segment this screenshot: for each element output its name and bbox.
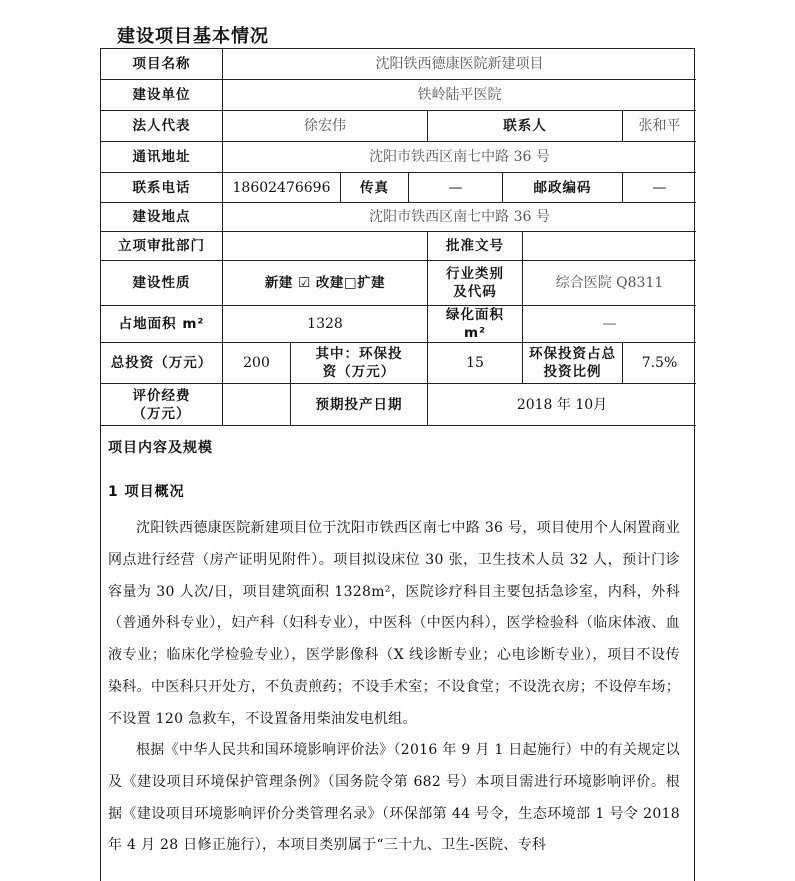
approval-doc-value	[523, 232, 696, 261]
env-ratio-value: 7.5%	[623, 343, 696, 384]
industry-label: 行业类别及代码	[428, 261, 523, 306]
phone-value: 18602476696	[223, 173, 341, 203]
fee-value	[223, 384, 291, 426]
zip-value: —	[623, 173, 696, 203]
section-heading: 1 项目概况	[108, 484, 185, 500]
nature-label: 建设性质	[101, 261, 223, 306]
area-value: 1328	[223, 306, 428, 343]
nature-new: 新建	[264, 275, 293, 291]
date-label: 预期投产日期	[291, 384, 428, 426]
fax-value: —	[409, 173, 503, 203]
nature-expand: 扩建	[357, 275, 386, 291]
green-area-label: 绿化面积 m²	[428, 306, 523, 343]
env-ratio-label: 环保投资占总投资比例	[523, 343, 623, 384]
date-value: 2018 年 10月	[428, 384, 696, 426]
area-label: 占地面积 m²	[101, 306, 223, 343]
project-name-label: 项目名称	[101, 49, 223, 80]
env-investment-label: 其中：环保投资（万元）	[291, 343, 428, 384]
contact-label: 联系人	[428, 111, 623, 142]
fax-label: 传真	[341, 173, 409, 203]
zip-label: 邮政编码	[503, 173, 623, 203]
approval-value	[223, 232, 428, 261]
investment-value: 200	[223, 343, 291, 384]
green-area-value: —	[523, 306, 696, 343]
phone-label: 联系电话	[101, 173, 223, 203]
unit-label: 建设单位	[101, 80, 223, 111]
approval-label: 立项审批部门	[101, 232, 223, 261]
checked-box-icon[interactable]: ☑	[298, 275, 311, 291]
nature-rebuild: 改建	[315, 275, 344, 291]
site-value: 沈阳市铁西区南七中路 36 号	[223, 203, 696, 232]
contact-value: 张和平	[623, 111, 696, 142]
env-investment-value: 15	[428, 343, 523, 384]
page-title: 建设项目基本情况	[117, 26, 269, 47]
unit-value: 铁岭陆平医院	[223, 80, 696, 111]
legal-value: 徐宏伟	[223, 111, 428, 142]
paragraph-overview: 沈阳铁西德康医院新建项目位于沈阳市铁西区南七中路 36 号，项目使用个人闲置商业网点进行经营（房产证明见附件）。项目拟设床位 30 张，卫生技术人员 32 人，预计门诊容量为 30 人次/日，项目建筑面积 1328m²，医院诊疗科目主要包括急诊室，内科，外科（普通外科专业），妇产科（妇科专业），中医科（中医内科），医学检验科（临床体液、血液专业；临床化学检验专业），医学影像科（X 线诊断专业；心电诊断专业），项目不设传染科。中医科只开处方，不负责煎药；不设手术室；不设食堂；不设洗衣房；不设停车场；不设置 120 急救车，不设置备用柴油发电机组。	[108, 520, 680, 727]
address-label: 通讯地址	[101, 142, 223, 173]
project-name-value: 沈阳铁西德康医院新建项目	[223, 49, 696, 80]
nature-options	[223, 261, 428, 306]
approval-doc-label: 批准文号	[428, 232, 523, 261]
legal-label: 法人代表	[101, 111, 223, 142]
unchecked-box-icon[interactable]: □	[343, 275, 358, 291]
content-heading: 项目内容及规模	[108, 440, 213, 456]
industry-value: 综合医院 Q8311	[523, 261, 696, 306]
site-label: 建设地点	[101, 203, 223, 232]
investment-label: 总投资（万元）	[101, 343, 223, 384]
paragraph-regulation: 根据《中华人民共和国环境影响评价法》（2016 年 9 月 1 日起施行）中的有关规定以及《建设项目环境保护管理条例》（国务院令第 682 号）本项目需进行环境影响评价。根据《建设项目环境影响评价分类管理名录》（环保部第 44 号令，生态环境部 1 号令 2018 年 4 月 28 日修正施行），本项目类别属于“三十九、卫生-医院、专科	[108, 742, 680, 854]
address-value: 沈阳市铁西区南七中路 36 号	[223, 142, 696, 173]
fee-label: 评价经费（万元）	[101, 384, 223, 426]
